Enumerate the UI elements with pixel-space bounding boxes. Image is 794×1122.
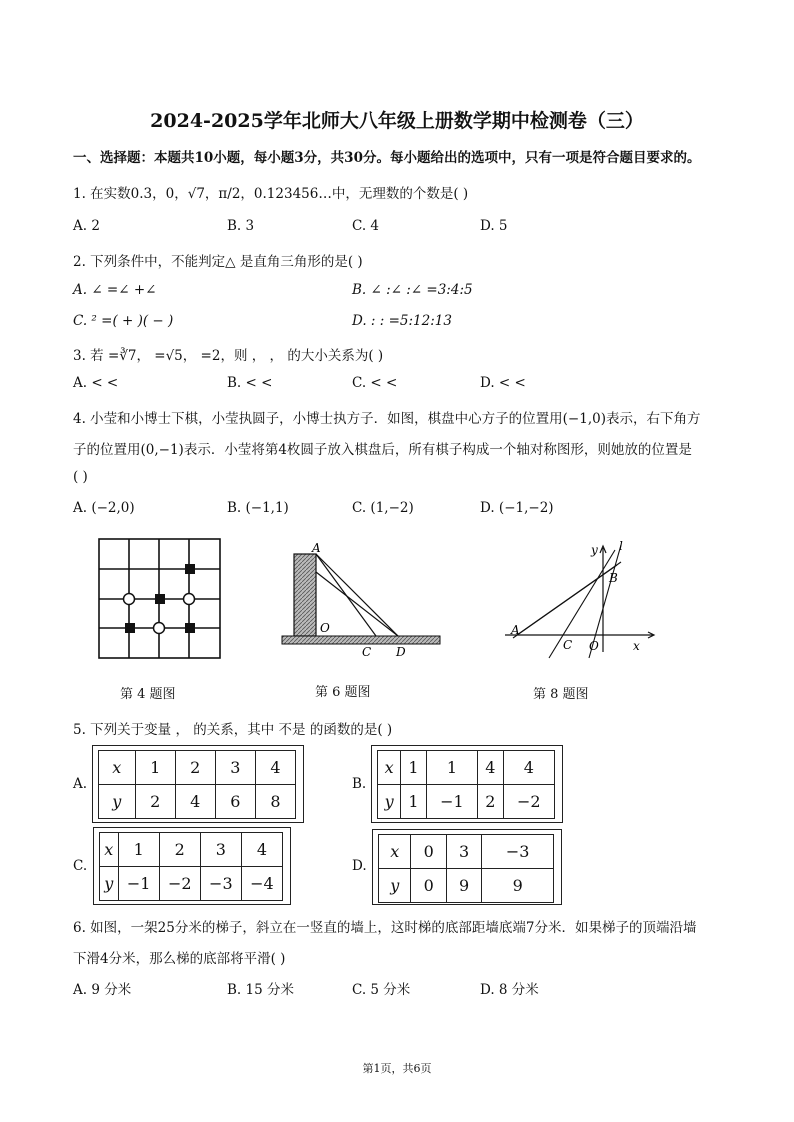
table-cell: 1 <box>401 785 426 819</box>
label-o: O <box>320 621 330 635</box>
q1-stem: 1. 在实数0.3，0，√7，π/2，0.123456…中，无理数的个数是( ) <box>73 186 469 202</box>
q4-option-d: D. (−1,−2) <box>480 500 554 516</box>
table-cell: 2 <box>159 833 200 867</box>
table-cell: x <box>379 835 411 869</box>
page-title: 2024-2025学年北师大八年级上册数学期中检测卷（三） <box>150 110 644 132</box>
q5-stem: 5. 下列关于变量 ， 的关系，其中 不是 的函数的是( ) <box>73 722 393 738</box>
table-cell: 1 <box>426 751 477 785</box>
q1-option-c: C. 4 <box>352 218 380 234</box>
label-l: l <box>619 539 623 553</box>
q4-option-b: B. (−1,1) <box>227 500 289 516</box>
q3-option-d: D. < < <box>480 375 526 391</box>
q2-option-a: A. ∠ =∠ +∠ <box>73 282 157 298</box>
table-cell: 4 <box>255 751 295 785</box>
figure-4-caption: 第 4 题图 <box>120 687 176 702</box>
q3-stem: 3. 若 =∛7， =√5， =2，则 ， ， 的大小关系为( ) <box>73 348 384 364</box>
q1-option-b: B. 3 <box>227 218 255 234</box>
q2-option-c: C. ² =( + )( − ) <box>73 313 174 329</box>
figure-6-caption: 第 6 题图 <box>315 685 371 700</box>
q6-option-b: B. 15 分米 <box>227 982 294 998</box>
figure-6-ladder <box>282 542 442 657</box>
q6-line-1: 6. 如图，一架25分米的梯子，斜立在一竖直的墙上，这时梯的底部距墙底端7分米．如果梯子的顶端沿墙 <box>73 920 697 936</box>
page-footer: 第1页，共6页 <box>362 1062 432 1075</box>
square-piece <box>125 623 135 633</box>
table-cell: −2 <box>159 867 200 901</box>
q5-label-d: D. <box>352 858 367 874</box>
table-cell: −1 <box>118 867 159 901</box>
table-cell: −3 <box>200 867 241 901</box>
label-a: A <box>312 541 321 555</box>
table-cell: 6 <box>215 785 255 819</box>
table-cell: 3 <box>446 835 481 869</box>
table-cell: 9 <box>482 869 554 903</box>
q6-line-2: 下滑4分米，那么梯的底部将平滑( ) <box>73 951 286 967</box>
q1-option-a: A. 2 <box>73 218 100 234</box>
table-cell: 3 <box>215 751 255 785</box>
label-y: y <box>591 543 598 557</box>
table-cell: 0 <box>411 869 446 903</box>
q6-option-a: A. 9 分米 <box>73 982 132 998</box>
table-cell: y <box>100 867 119 901</box>
table-cell: 1 <box>135 751 175 785</box>
table-cell: x <box>100 833 119 867</box>
table-cell: 2 <box>478 785 503 819</box>
q4-option-a: A. (−2,0) <box>73 500 135 516</box>
figure-4-board <box>98 538 222 660</box>
square-piece <box>155 594 165 604</box>
q2-option-b: B. ∠ :∠ :∠ =3:4:5 <box>352 282 473 298</box>
table-cell: 4 <box>241 833 282 867</box>
label-d: D <box>396 645 406 659</box>
line-ab-extension <box>513 565 617 638</box>
table-cell: y <box>99 785 136 819</box>
label-c: C <box>563 638 573 652</box>
table-cell: 3 <box>200 833 241 867</box>
square-piece <box>185 623 195 633</box>
wall <box>294 554 316 636</box>
q5-table-a <box>98 750 296 819</box>
q5-table-b <box>377 750 555 819</box>
table-cell: 1 <box>401 751 426 785</box>
figure-8-caption: 第 8 题图 <box>533 687 589 702</box>
ground <box>282 636 440 644</box>
q5-label-b: B. <box>352 776 367 792</box>
label-x: x <box>633 639 640 653</box>
q3-option-a: A. < < <box>73 375 119 391</box>
q6-option-d: D. 8 分米 <box>480 982 539 998</box>
table-cell: 4 <box>175 785 215 819</box>
figure-8-graph <box>505 540 655 655</box>
q5-label-c: C. <box>73 858 88 874</box>
table-cell: 4 <box>503 751 554 785</box>
q4-line-1: 4. 小莹和小博士下棋，小莹执圆子，小博士执方子．如图，棋盘中心方子的位置用(−1,0)表示，右下角方 <box>73 411 701 427</box>
line-cb <box>549 550 615 658</box>
q4-line-2: 子的位置用(0,−1)表示．小莹将第4枚圆子放入棋盘后，所有棋子构成一个轴对称图形，则她放的位置是 <box>73 442 692 458</box>
q5-label-a: A. <box>73 776 88 792</box>
section-heading: 一、选择题：本题共10小题，每小题3分，共30分。每小题给出的选项中，只有一项是符合题目要求的。 <box>73 150 701 166</box>
table-cell: 1 <box>118 833 159 867</box>
table-cell: y <box>379 869 411 903</box>
table-cell: 8 <box>255 785 295 819</box>
table-cell: 2 <box>135 785 175 819</box>
circle-piece <box>154 623 165 634</box>
q2-stem: 2. 下列条件中，不能判定△ 是直角三角形的是( ) <box>73 254 363 270</box>
circle-piece <box>124 594 135 605</box>
table-cell: 2 <box>175 751 215 785</box>
table-cell: x <box>99 751 136 785</box>
q4-line-3: ( ) <box>73 469 88 485</box>
q1-option-d: D. 5 <box>480 218 508 234</box>
table-cell: −3 <box>482 835 554 869</box>
table-cell: −1 <box>426 785 477 819</box>
q5-table-c <box>99 832 283 901</box>
q5-table-d <box>378 834 554 903</box>
table-cell: −2 <box>503 785 554 819</box>
table-cell: y <box>378 785 401 819</box>
q2-option-d: D. : : =5:12:13 <box>352 313 452 329</box>
label-c: C <box>362 645 372 659</box>
q3-option-c: C. < < <box>352 375 398 391</box>
table-cell: 4 <box>478 751 503 785</box>
label-b: B <box>609 571 618 585</box>
square-piece <box>185 564 195 574</box>
table-cell: 9 <box>446 869 481 903</box>
table-cell: −4 <box>241 867 282 901</box>
label-o: O <box>589 639 599 653</box>
q4-option-c: C. (1,−2) <box>352 500 414 516</box>
q3-option-b: B. < < <box>227 375 273 391</box>
table-cell: 0 <box>411 835 446 869</box>
q6-option-c: C. 5 分米 <box>352 982 411 998</box>
label-a: A <box>511 623 520 637</box>
table-cell: x <box>378 751 401 785</box>
circle-piece <box>184 594 195 605</box>
